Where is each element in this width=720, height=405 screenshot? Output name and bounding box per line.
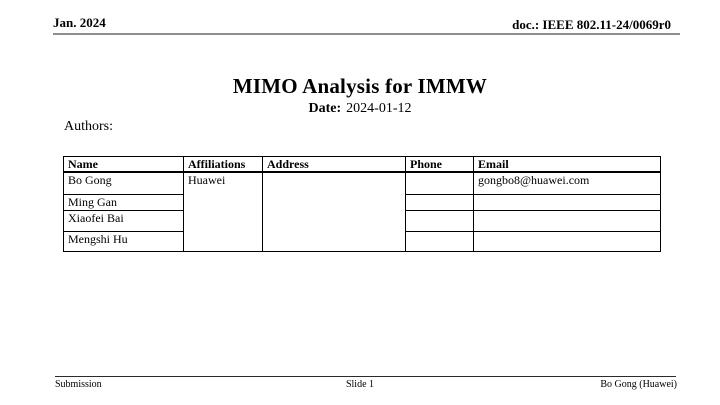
authors-table (63, 156, 661, 252)
author-name: Xiaofei Bai (64, 210, 184, 231)
author-phone (406, 231, 474, 251)
column-header-phone: Phone (406, 157, 474, 173)
date-value: 2024-01-12 (346, 101, 412, 116)
author-name: Ming Gan (64, 195, 184, 210)
author-email: gongbo8@huawei.com (474, 172, 661, 195)
column-header-email: Email (474, 157, 661, 173)
author-phone (406, 210, 474, 231)
author-email (474, 231, 661, 251)
date-label: Date: (308, 101, 342, 116)
author-phone (406, 172, 474, 195)
header-doc-number: doc.: IEEE 802.11-24/0069r0 (512, 17, 671, 32)
date-line (0, 101, 720, 117)
footer-author: Bo Gong (Huawei) (600, 379, 677, 390)
author-name: Mengshi Hu (64, 231, 184, 251)
header-rule (53, 33, 680, 35)
authors-label: Authors: (64, 119, 113, 134)
slide-title: MIMO Analysis for IMMW (232, 74, 488, 98)
author-email (474, 195, 661, 210)
column-header-address: Address (263, 157, 406, 173)
footer-rule (55, 376, 676, 377)
author-name: Bo Gong (64, 172, 184, 195)
affiliation-merged-cell: Huawei (184, 172, 263, 251)
table-header-row (64, 157, 661, 173)
header-date: Jan. 2024 (53, 15, 106, 30)
author-phone (406, 195, 474, 210)
column-header-affiliations: Affiliations (184, 157, 263, 173)
footer-submission: Submission (55, 379, 102, 390)
footer-slide-number: Slide 1 (345, 379, 375, 390)
column-header-name: Name (64, 157, 184, 173)
address-merged-cell (263, 172, 406, 251)
author-email (474, 210, 661, 231)
table-row (64, 172, 661, 195)
